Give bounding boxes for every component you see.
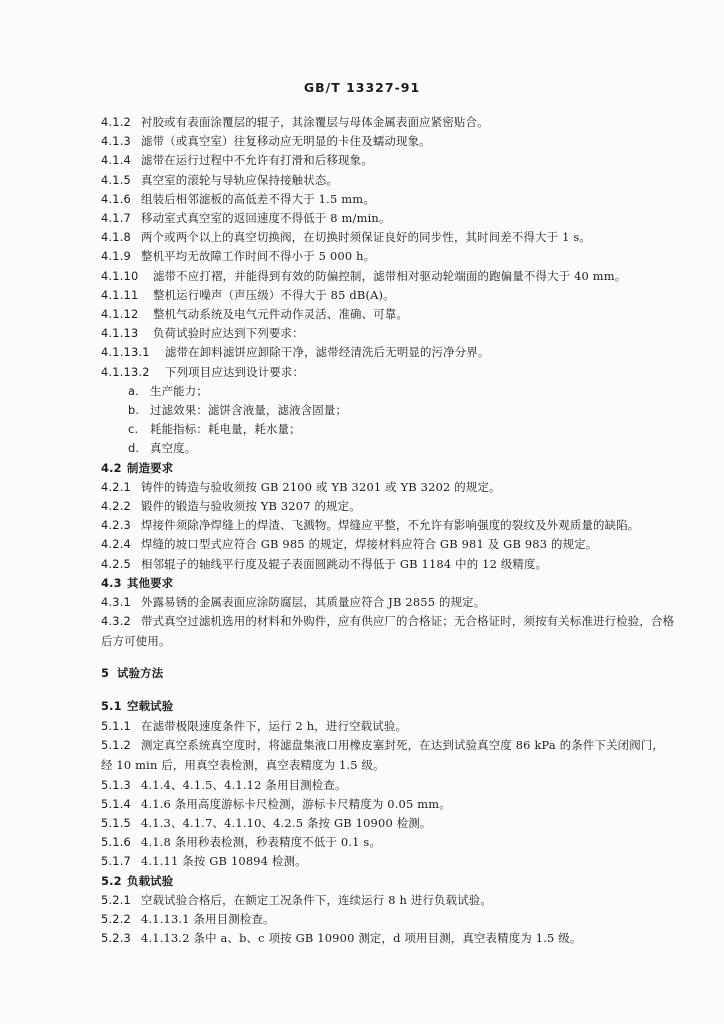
- clause-text: 空载试验: [127, 698, 174, 713]
- clause-text: 测定真空系统真空度时，将滤盘集液口用橡皮塞封死，在达到试验真空度 86 kPa 的条件下关闭阀门，经 10 min 后，用真空表检测，真空表精度为 1.5 级。: [101, 738, 665, 773]
- clause-number: 4.1.12: [101, 307, 139, 321]
- clause-text: 4.1.13.1 条用目测检查。: [141, 912, 275, 926]
- clause-number: 5.1.3: [101, 777, 131, 792]
- clause-text: 耗能指标：耗电量，耗水量；: [150, 422, 301, 437]
- clause-number: 5.1.7: [101, 854, 131, 869]
- clause-text: 真空室的滚轮与导轨应保持接触状态。: [141, 172, 339, 187]
- clause-line: [101, 775, 681, 795]
- clause-text: 整机气动系统及电气元件动作灵活、准确、可靠。: [153, 307, 408, 321]
- clause-line: [101, 928, 681, 948]
- clause-line: [101, 227, 681, 247]
- clause-text: 外露易锈的金属表面应涂防腐层，其质量应符合 JB 2855 的规定。: [141, 595, 486, 609]
- clause-text: 4.1.8 条用秒表检测，秒表精度不低于 0.1 s。: [141, 835, 382, 850]
- clause-text: 4.1.6 条用高度游标卡尺检测，游标卡尺精度为 0.05 mm。: [141, 796, 451, 811]
- clause-line: [101, 362, 681, 382]
- clause-number: 5.1.5: [101, 816, 131, 830]
- clause-line: [101, 534, 681, 554]
- clause-text: 真空度。: [150, 441, 197, 456]
- clause-line: [101, 832, 681, 852]
- clause-text: 滤带在卸料滤饼应卸除干净，滤带经清洗后无明显的污净分界。: [165, 345, 490, 360]
- clause-text: 4.1.4、4.1.5、4.1.12 条用目测检查。: [141, 777, 347, 792]
- clause-number: 5.1: [101, 698, 122, 713]
- clause-number: c.: [128, 422, 139, 437]
- clause-line: [101, 909, 681, 929]
- clause-text: 在滤带极限速度条件下，运行 2 h，进行空载试验。: [141, 719, 408, 733]
- clause-line: [101, 554, 681, 574]
- clause-line: [101, 851, 681, 871]
- clause-text: 4.1.11 条按 GB 10894 检测。: [141, 854, 307, 869]
- clause-number: 4.1.2: [101, 115, 131, 129]
- clause-text: 生产能力；: [150, 383, 208, 398]
- clause-number: 5.1.1: [101, 719, 131, 733]
- clause-number: a.: [128, 383, 140, 398]
- clause-text: 移动室式真空室的返回速度不得低于 8 m/min。: [141, 211, 391, 225]
- clause-text: 组装后相邻滤板的高低差不得大于 1.5 mm。: [141, 191, 375, 206]
- section-heading: [101, 573, 681, 593]
- clause-number: 5.2.3: [101, 931, 131, 946]
- clause-line: [101, 813, 681, 833]
- clause-text: 锻件的锻造与验收须按 YB 3207 的规定。: [141, 499, 361, 513]
- clause-number: 4.1.13.1: [101, 345, 150, 360]
- clause-line: [101, 716, 681, 736]
- clause-line: [101, 592, 681, 612]
- clause-text: 焊接件须除净焊缝上的焊渣、飞溅物。焊缝应平整，不允许有影响强度的裂纹及外观质量的缺陷。: [141, 518, 640, 533]
- list-item: [128, 419, 678, 439]
- clause-line: [101, 515, 681, 535]
- clause-text: 负荷试验时应达到下列要求：: [153, 326, 304, 341]
- clause-number: 4.3.1: [101, 595, 131, 609]
- clause-line: [101, 150, 681, 170]
- section-heading: [101, 458, 681, 478]
- list-item: [128, 381, 678, 401]
- clause-text: 整机平均无故障工作时间不得小于 5 000 h。: [141, 249, 376, 264]
- clause-text: 滤带不应打褶，并能得到有效的防偏控制，滤带相对驱动轮端面的跑偏量不得大于 40 mm。: [153, 268, 627, 283]
- clause-line: [101, 208, 681, 228]
- clause-number: d.: [128, 441, 140, 456]
- clause-text: 滤带在运行过程中不允许有打滑和后移现象。: [141, 153, 373, 168]
- clause-number: 4.2.1: [101, 479, 131, 494]
- clause-number: 4.1.5: [101, 172, 131, 187]
- clause-text: 试验方法: [117, 665, 164, 680]
- clause-number: 4.1.8: [101, 230, 131, 245]
- clause-text: 衬胶或有表面涂覆层的辊子，其涂覆层与母体金属表面应紧密贴合。: [141, 115, 489, 129]
- clause-line: [101, 611, 675, 651]
- clause-text: 铸件的铸造与验收须按 GB 2100 或 YB 3201 或 YB 3202 的规定。: [141, 479, 501, 494]
- clause-number: b.: [128, 403, 140, 417]
- section-heading: [101, 696, 681, 716]
- clause-number: 4.1.3: [101, 134, 131, 149]
- page-header: GB/T 13327-91: [303, 80, 421, 95]
- clause-line: [101, 131, 681, 151]
- clause-line: [101, 285, 681, 305]
- clause-number: 5.2: [101, 873, 122, 888]
- clause-number: 4.1.7: [101, 211, 131, 225]
- clause-line: [101, 304, 681, 324]
- clause-text: 下列项目应达到设计要求：: [165, 364, 305, 379]
- clause-line: [101, 170, 681, 190]
- section-heading: [101, 663, 681, 683]
- clause-line: [101, 496, 681, 516]
- clause-text: 负载试验: [127, 873, 174, 888]
- clause-number: 4.3: [101, 575, 122, 590]
- clause-text: 4.1.3、4.1.7、4.1.10、4.2.5 条按 GB 10900 检测。: [141, 816, 432, 830]
- clause-text: 其他要求: [127, 575, 174, 590]
- section-heading: [101, 871, 681, 891]
- clause-line: [101, 323, 681, 343]
- clause-number: 4.2.2: [101, 499, 131, 513]
- clause-number: 4.1.13.2: [101, 364, 150, 379]
- list-item: [128, 438, 678, 458]
- clause-line: [101, 266, 681, 286]
- clause-text: 空载试验合格后，在额定工况条件下，连续运行 8 h 进行负载试验。: [141, 892, 492, 907]
- clause-number: 4.2.5: [101, 556, 131, 571]
- clause-line: [101, 342, 681, 362]
- clause-text: 两个或两个以上的真空切换阀，在切换时须保证良好的同步性，其时间差不得大于 1 s。: [141, 230, 591, 245]
- clause-number: 4.2.4: [101, 537, 131, 552]
- clause-line: [101, 477, 681, 497]
- clause-text: 整机运行噪声（声压级）不得大于 85 dB(A)。: [153, 287, 395, 302]
- clause-line: [101, 112, 681, 132]
- clause-number: 5.1.2: [101, 738, 131, 753]
- clause-text: 4.1.13.2 条中 a、b、c 项按 GB 10900 测定，d 项用目测，真空表精度为 1.5 级。: [141, 931, 582, 946]
- clause-number: 4.1.11: [101, 287, 139, 302]
- list-item: [128, 400, 678, 420]
- clause-number: 5: [101, 665, 110, 680]
- clause-line: [101, 246, 681, 266]
- clause-line: [101, 735, 675, 775]
- clause-text: 制造要求: [127, 460, 174, 475]
- clause-number: 4.2: [101, 460, 122, 475]
- clause-number: 4.3.2: [101, 614, 131, 629]
- clause-number: 4.1.4: [101, 153, 131, 168]
- clause-number: 5.2.2: [101, 912, 131, 926]
- clause-number: 5.1.6: [101, 835, 131, 850]
- clause-text: 相邻辊子的轴线平行度及辊子表面圆跳动不得低于 GB 1184 中的 12 级精度。: [141, 556, 548, 571]
- clause-text: 带式真空过滤机选用的材料和外购件，应有供应厂的合格证；无合格证时，须按有关标准进行检验，合格后方可使用。: [101, 614, 675, 649]
- clause-number: 4.1.6: [101, 191, 131, 206]
- clause-number: 4.2.3: [101, 518, 131, 533]
- clause-number: 4.1.10: [101, 268, 139, 283]
- clause-text: 过滤效果：滤饼含液量，滤液含固量；: [150, 403, 348, 417]
- clause-number: 4.1.9: [101, 249, 131, 264]
- clause-text: 滤带（或真空室）往复移动应无明显的卡住及蠕动现象。: [141, 134, 431, 149]
- clause-number: 4.1.13: [101, 326, 139, 341]
- clause-line: [101, 794, 681, 814]
- clause-number: 5.1.4: [101, 796, 131, 811]
- clause-line: [101, 890, 681, 910]
- clause-line: [101, 189, 681, 209]
- clause-number: 5.2.1: [101, 892, 131, 907]
- clause-text: 焊缝的坡口型式应符合 GB 985 的规定，焊接材料应符合 GB 981 及 GB 983 的规定。: [141, 537, 598, 552]
